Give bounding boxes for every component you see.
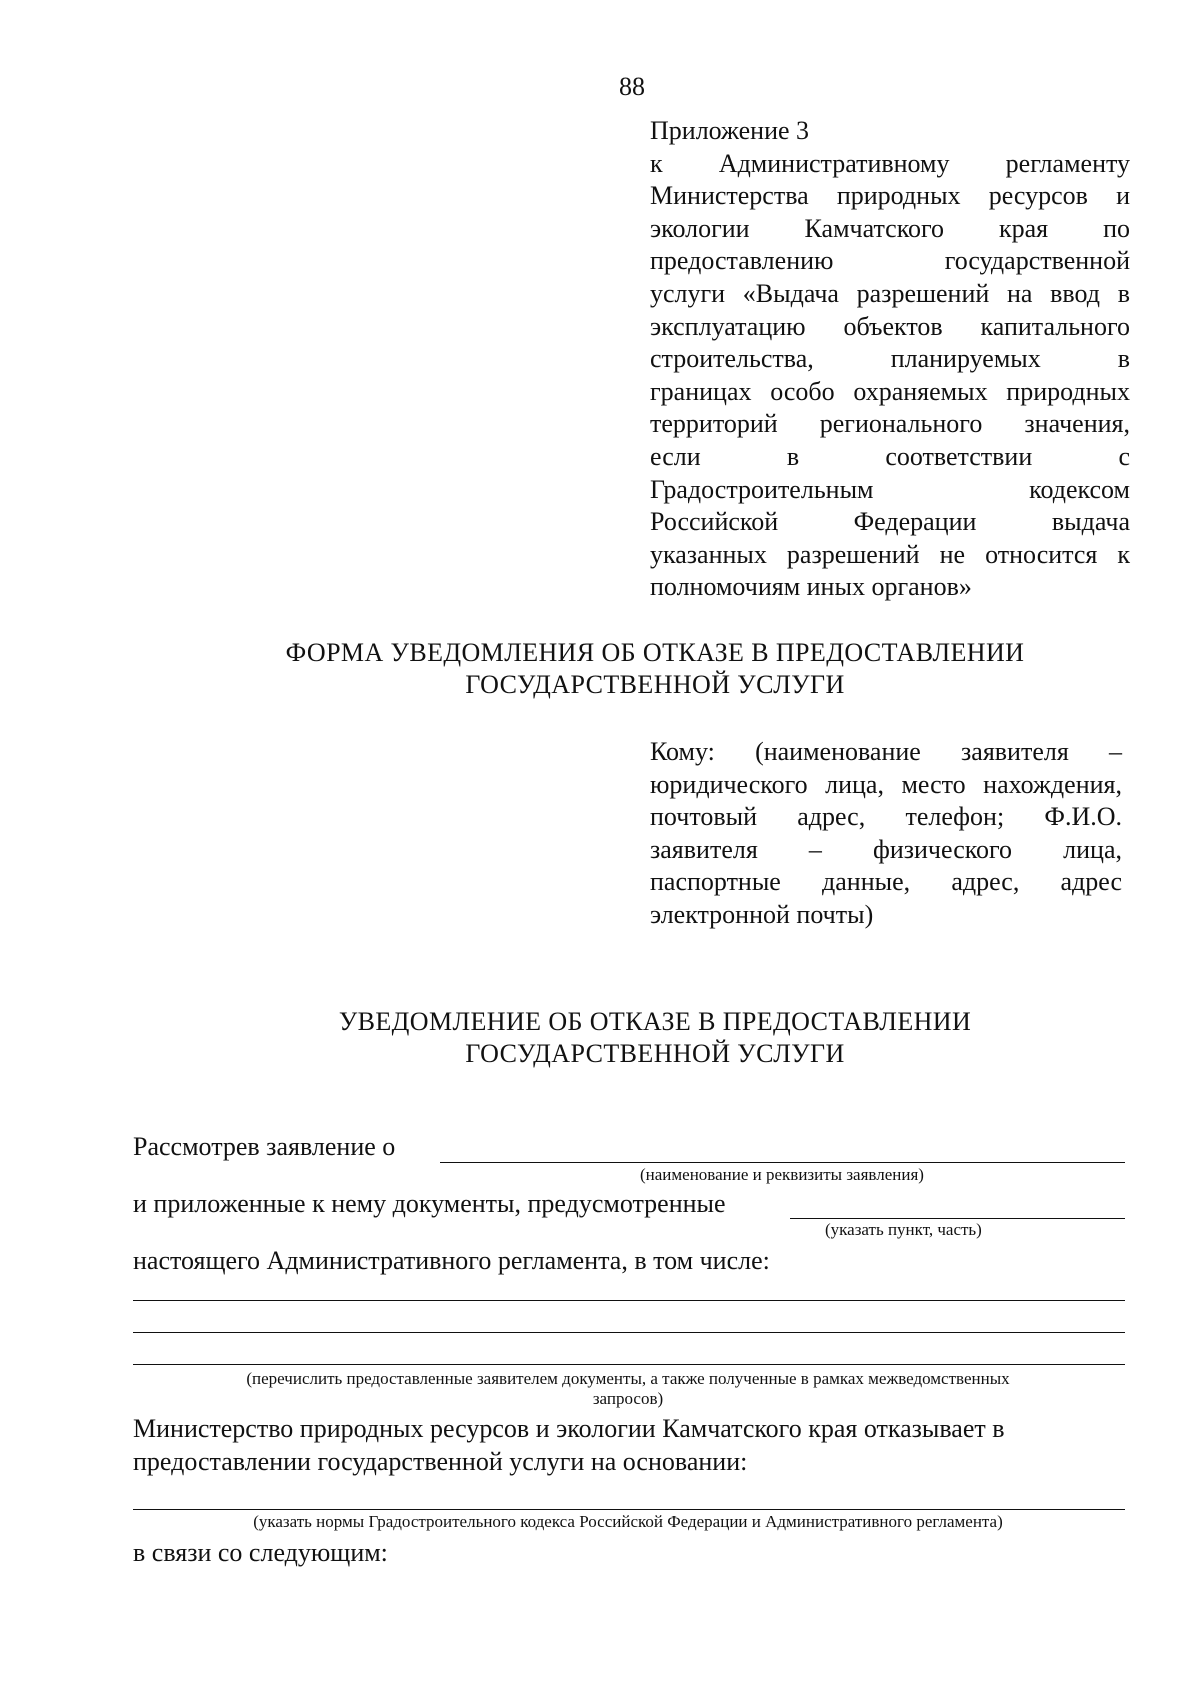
appendix-line: экологии Камчатского края по xyxy=(650,213,1130,243)
documents-field-line-2[interactable] xyxy=(133,1332,1125,1333)
recipient-line: заявителя – физического лица, xyxy=(650,834,1122,864)
documents-field-line-1[interactable] xyxy=(133,1300,1125,1301)
form-heading-line-2: ГОСУДАРСТВЕННОЙ УСЛУГИ xyxy=(465,670,845,699)
recipient-block xyxy=(650,736,1122,932)
reason-label: в связи со следующим: xyxy=(133,1538,388,1567)
application-field-line[interactable] xyxy=(440,1162,1125,1163)
norms-field-line[interactable] xyxy=(133,1509,1125,1510)
appendix-line: территорий регионального значения, xyxy=(650,409,1130,439)
notice-heading-line-1: УВЕДОМЛЕНИЕ ОБ ОТКАЗЕ В ПРЕДОСТАВЛЕНИИ xyxy=(338,1007,972,1036)
clause-caption: (указать пункт, часть) xyxy=(825,1220,982,1239)
considered-label: Рассмотрев заявление о xyxy=(133,1132,396,1161)
recipient-line: почтовый адрес, телефон; Ф.И.О. xyxy=(650,802,1122,832)
notice-heading-line-2: ГОСУДАРСТВЕННОЙ УСЛУГИ xyxy=(465,1039,845,1068)
documents-caption-line-1: (перечислить предоставленные заявителем документы, а также полученные в рамках межведомственных xyxy=(246,1369,1010,1388)
appendix-line: Министерства природных ресурсов и xyxy=(650,181,1130,211)
appendix-line: если в соответствии с xyxy=(650,441,1130,471)
appendix-line: строительства, планируемых в xyxy=(650,344,1130,374)
appendix-line: указанных разрешений не относится к xyxy=(650,539,1130,569)
appendix-line: Российской Федерации выдача xyxy=(650,507,1130,537)
page-number: 88 xyxy=(619,72,645,101)
appendix-line: эксплуатацию объектов капитального xyxy=(650,311,1130,341)
notice-heading xyxy=(0,1006,1200,1070)
appendix-line: границах особо охраняемых природных xyxy=(650,376,1130,406)
appendix-text xyxy=(650,148,1130,604)
recipient-line: юридического лица, место нахождения, xyxy=(650,769,1122,799)
recipient-line: Кому: (наименование заявителя – xyxy=(650,737,1122,766)
application-caption: (наименование и реквизиты заявления) xyxy=(640,1165,924,1184)
recipient-line: электронной почты) xyxy=(650,899,874,929)
appendix-line: услуги «Выдача разрешений на ввод в xyxy=(650,278,1130,308)
form-heading xyxy=(0,637,1200,701)
appendix-block xyxy=(650,115,1130,604)
documents-field-line-3[interactable] xyxy=(133,1364,1125,1365)
appendix-line: предоставлению государственной xyxy=(650,246,1130,276)
norms-caption: (указать нормы Градостроительного кодекса Российской Федерации и Административного регламента) xyxy=(253,1512,1003,1531)
appendix-line: полномочиям иных органов» xyxy=(650,572,972,602)
documents-caption xyxy=(133,1369,1123,1409)
documents-caption-line-2: запросов) xyxy=(592,1389,664,1408)
appendix-line: к Административному регламенту xyxy=(650,148,1130,178)
attached-label: и приложенные к нему документы, предусмотренные xyxy=(133,1189,726,1218)
refusal-text: Министерство природных ресурсов и экологии Камчатского края отказывает в предоставлении государственной услуги на основании: xyxy=(133,1414,1005,1476)
regulation-label: настоящего Административного регламента, в том числе: xyxy=(133,1246,770,1275)
clause-field-line[interactable] xyxy=(790,1218,1125,1219)
recipient-line: паспортные данные, адрес, адрес xyxy=(650,867,1122,897)
appendix-title: Приложение 3 xyxy=(650,116,810,145)
form-heading-line-1: ФОРМА УВЕДОМЛЕНИЯ ОБ ОТКАЗЕ В ПРЕДОСТАВЛЕНИИ xyxy=(285,638,1025,667)
appendix-line: Градостроительным кодексом xyxy=(650,474,1130,504)
